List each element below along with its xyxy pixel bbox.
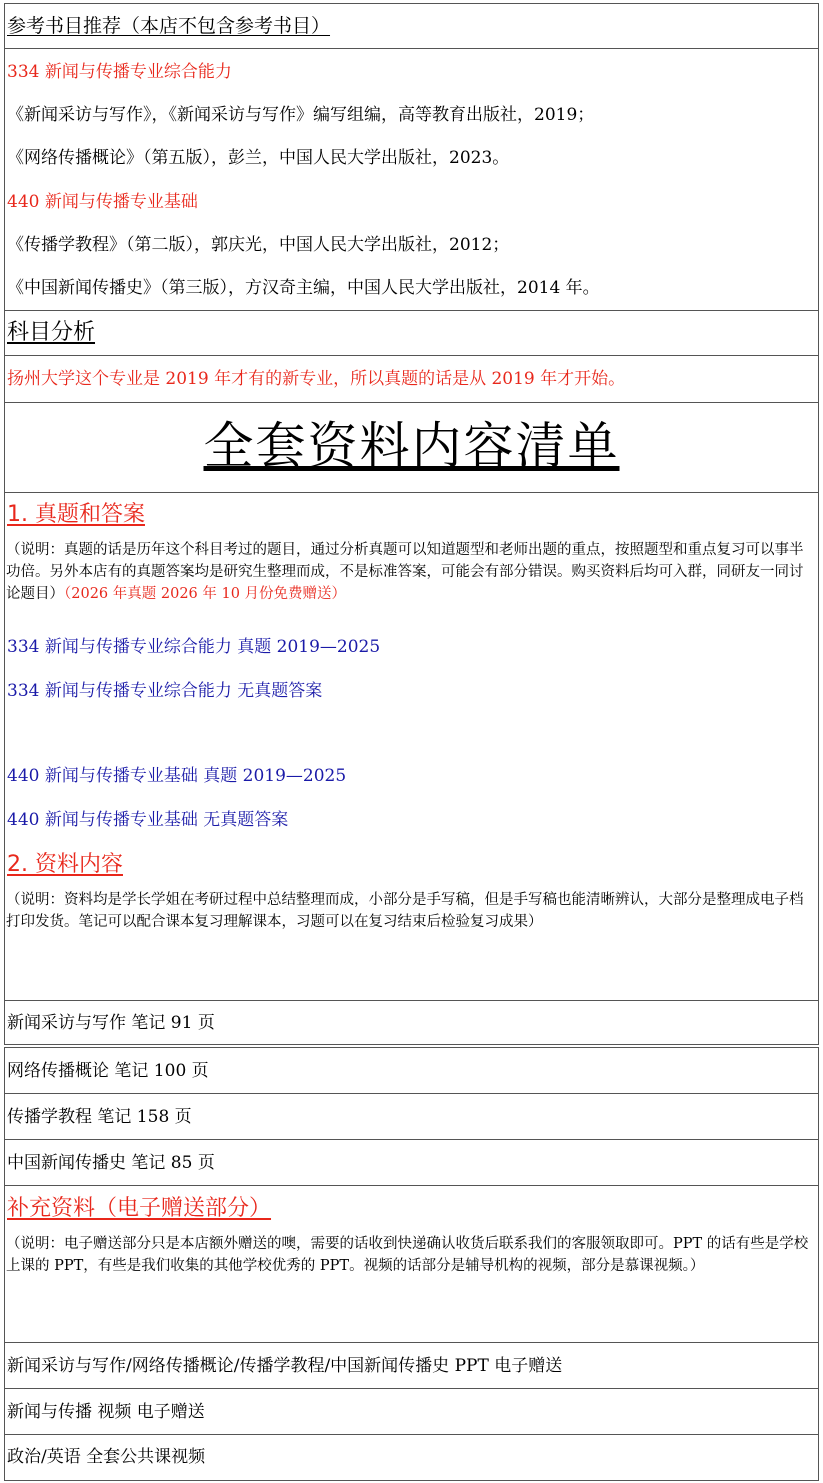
list-item: 334 新闻与传播专业综合能力 无真题答案 xyxy=(7,681,323,701)
table-row: 新闻采访与写作 笔记 91 页 xyxy=(7,1013,215,1033)
supplement-header: 补充资料（电子赠送部分） xyxy=(7,1196,272,1221)
section1-note-red: （2026 年真题 2026 年 10 月份免费赠送） xyxy=(64,586,347,602)
table-row: 中国新闻传播史 笔记 85 页 xyxy=(7,1153,215,1173)
course2-title: 440 新闻与传播专业基础 xyxy=(7,192,198,212)
list-item: 440 新闻与传播专业基础 真题 2019—2025 xyxy=(7,766,347,786)
divider xyxy=(4,1000,819,1001)
course1-book2: 《网络传播概论》（第五版），彭兰，中国人民大学出版社，2023。 xyxy=(7,148,510,168)
section1-header: 1. 真题和答案 xyxy=(7,502,145,527)
course1-book1: 《新闻采访与写作》，《新闻采访与写作》编写组编，高等教育出版社，2019； xyxy=(7,105,595,125)
supplement-note: （说明：电子赠送部分只是本店额外赠送的噢，需要的话收到快递确认收货后联系我们的客服领取即可。PPT 的话有些是学校上课的 PPT，有些是我们收集的其他学校优秀的 PPT。视频的话部分是辅导机构的视频，部分是慕课视频。） xyxy=(6,1236,809,1274)
table-row: 传播学教程 笔记 158 页 xyxy=(7,1107,192,1127)
table-row: 网络传播概论 笔记 100 页 xyxy=(7,1061,209,1081)
table-row: 新闻采访与写作/网络传播概论/传播学教程/中国新闻传播史 PPT 电子赠送 xyxy=(7,1356,563,1376)
divider xyxy=(4,492,819,493)
section2-header: 2. 资料内容 xyxy=(7,852,123,877)
analysis-header: 科目分析 xyxy=(7,320,96,345)
divider xyxy=(4,1434,819,1435)
divider xyxy=(4,1139,819,1140)
divider xyxy=(4,1185,819,1186)
divider xyxy=(4,402,819,403)
divider xyxy=(4,48,819,49)
table-row: 政治/英语 全套公共课视频 xyxy=(7,1447,206,1467)
section2-note: （说明：资料均是学长学姐在考研过程中总结整理而成，小部分是手写稿，但是手写稿也能清晰辨认，大部分是整理成电子档打印发货。笔记可以配合课本复习理解课本，习题可以在复习结束后检验复习成果） xyxy=(6,892,804,930)
section1-note xyxy=(6,539,814,605)
divider xyxy=(4,355,819,356)
course2-book1: 《传播学教程》（第二版），郭庆光，中国人民大学出版社，2012； xyxy=(7,235,510,255)
list-item: 334 新闻与传播专业综合能力 真题 2019—2025 xyxy=(7,637,381,657)
list-item: 440 新闻与传播专业基础 无真题答案 xyxy=(7,810,289,830)
references-header: 参考书目推荐（本店不包含参考书目） xyxy=(7,15,331,37)
table-row: 新闻与传播 视频 电子赠送 xyxy=(7,1402,205,1422)
course2-book2: 《中国新闻传播史》（第三版），方汉奇主编，中国人民大学出版社，2014 年。 xyxy=(7,278,600,298)
main-title: 全套资料内容清单 xyxy=(203,417,620,475)
divider xyxy=(4,1093,819,1094)
divider xyxy=(4,310,819,311)
analysis-text: 扬州大学这个专业是 2019 年才有的新专业，所以真题的话是从 2019 年才开始。 xyxy=(7,369,626,389)
section1-note-text: （说明：真题的话是历年这个科目考过的题目，通过分析真题可以知道题型和老师出题的重点，按照题型和重点复习可以事半功倍。另外本店有的真题答案均是研究生整理而成，不是标准答案，可能会有部分错误。购买资料后均可入群，同研友一同讨论题目） xyxy=(6,542,804,602)
divider xyxy=(4,1342,819,1343)
divider xyxy=(4,1388,819,1389)
course1-title: 334 新闻与传播专业综合能力 xyxy=(7,62,232,82)
